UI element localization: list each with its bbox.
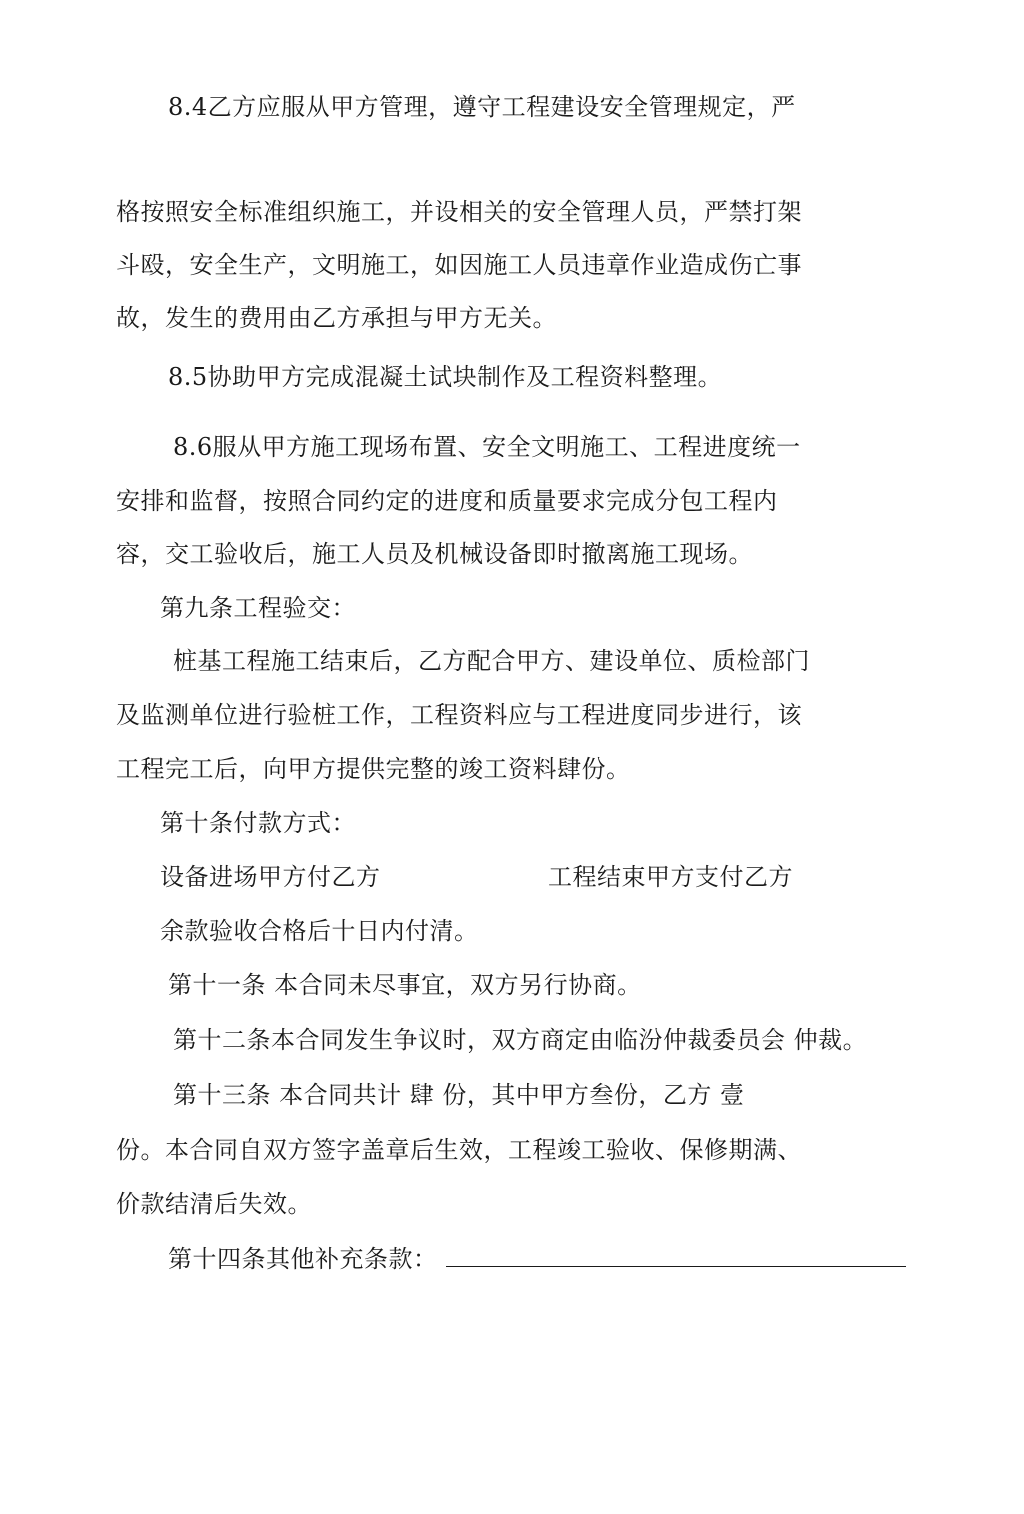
article-14-label: 第十四条其他补充条款：: [168, 1245, 438, 1273]
article-12: 第十二条本合同发生争议时，双方商定由临汾仲裁委员会 仲裁。: [173, 1026, 868, 1054]
article-9-line-1: 桩基工程施工结束后，乙方配合甲方、建设单位、质检部门: [173, 647, 810, 675]
article-10-payment-2: 工程结束甲方支付乙方: [548, 863, 793, 891]
clause-8-4-line-2: 格按照安全标准组织施工，并设相关的安全管理人员，严禁打架: [116, 198, 802, 226]
article-10-heading: 第十条付款方式：: [160, 809, 356, 837]
supplementary-terms-blank: [446, 1244, 906, 1267]
clause-8-6-line-3: 容，交工验收后，施工人员及机械设备即时撤离施工现场。: [116, 540, 753, 568]
article-11: 第十一条 本合同未尽事宜，双方另行协商。: [168, 971, 642, 999]
clause-8-6-line-1: 8.6服从甲方施工现场布置、安全文明施工、工程进度统一: [173, 433, 801, 461]
article-9-heading: 第九条工程验交：: [160, 594, 356, 622]
clause-8-4-line-3: 斗殴，安全生产，文明施工，如因施工人员违章作业造成伤亡事: [116, 251, 802, 279]
article-13-line-3: 价款结清后失效。: [116, 1190, 312, 1218]
clause-8-4-line-1: 8.4乙方应服从甲方管理，遵守工程建设安全管理规定，严: [168, 93, 796, 121]
article-10-payment-3: 余款验收合格后十日内付清。: [160, 917, 479, 945]
article-13-line-2: 份。本合同自双方签字盖章后生效，工程竣工验收、保修期满、: [116, 1136, 802, 1164]
clause-8-4-line-4: 故，发生的费用由乙方承担与甲方无关。: [116, 304, 557, 332]
article-14-heading: [168, 1244, 906, 1274]
clause-8-5: 8.5协助甲方完成混凝土试块制作及工程资料整理。: [168, 363, 723, 391]
article-13-line-1: 第十三条 本合同共计 肆 份，其中甲方叁份，乙方 壹: [173, 1081, 745, 1109]
article-10-payment-1: 设备进场甲方付乙方: [160, 863, 381, 891]
clause-8-6-line-2: 安排和监督，按照合同约定的进度和质量要求完成分包工程内: [116, 487, 778, 515]
article-9-line-3: 工程完工后，向甲方提供完整的竣工资料肆份。: [116, 755, 631, 783]
article-9-line-2: 及监测单位进行验桩工作，工程资料应与工程进度同步进行，该: [116, 701, 802, 729]
